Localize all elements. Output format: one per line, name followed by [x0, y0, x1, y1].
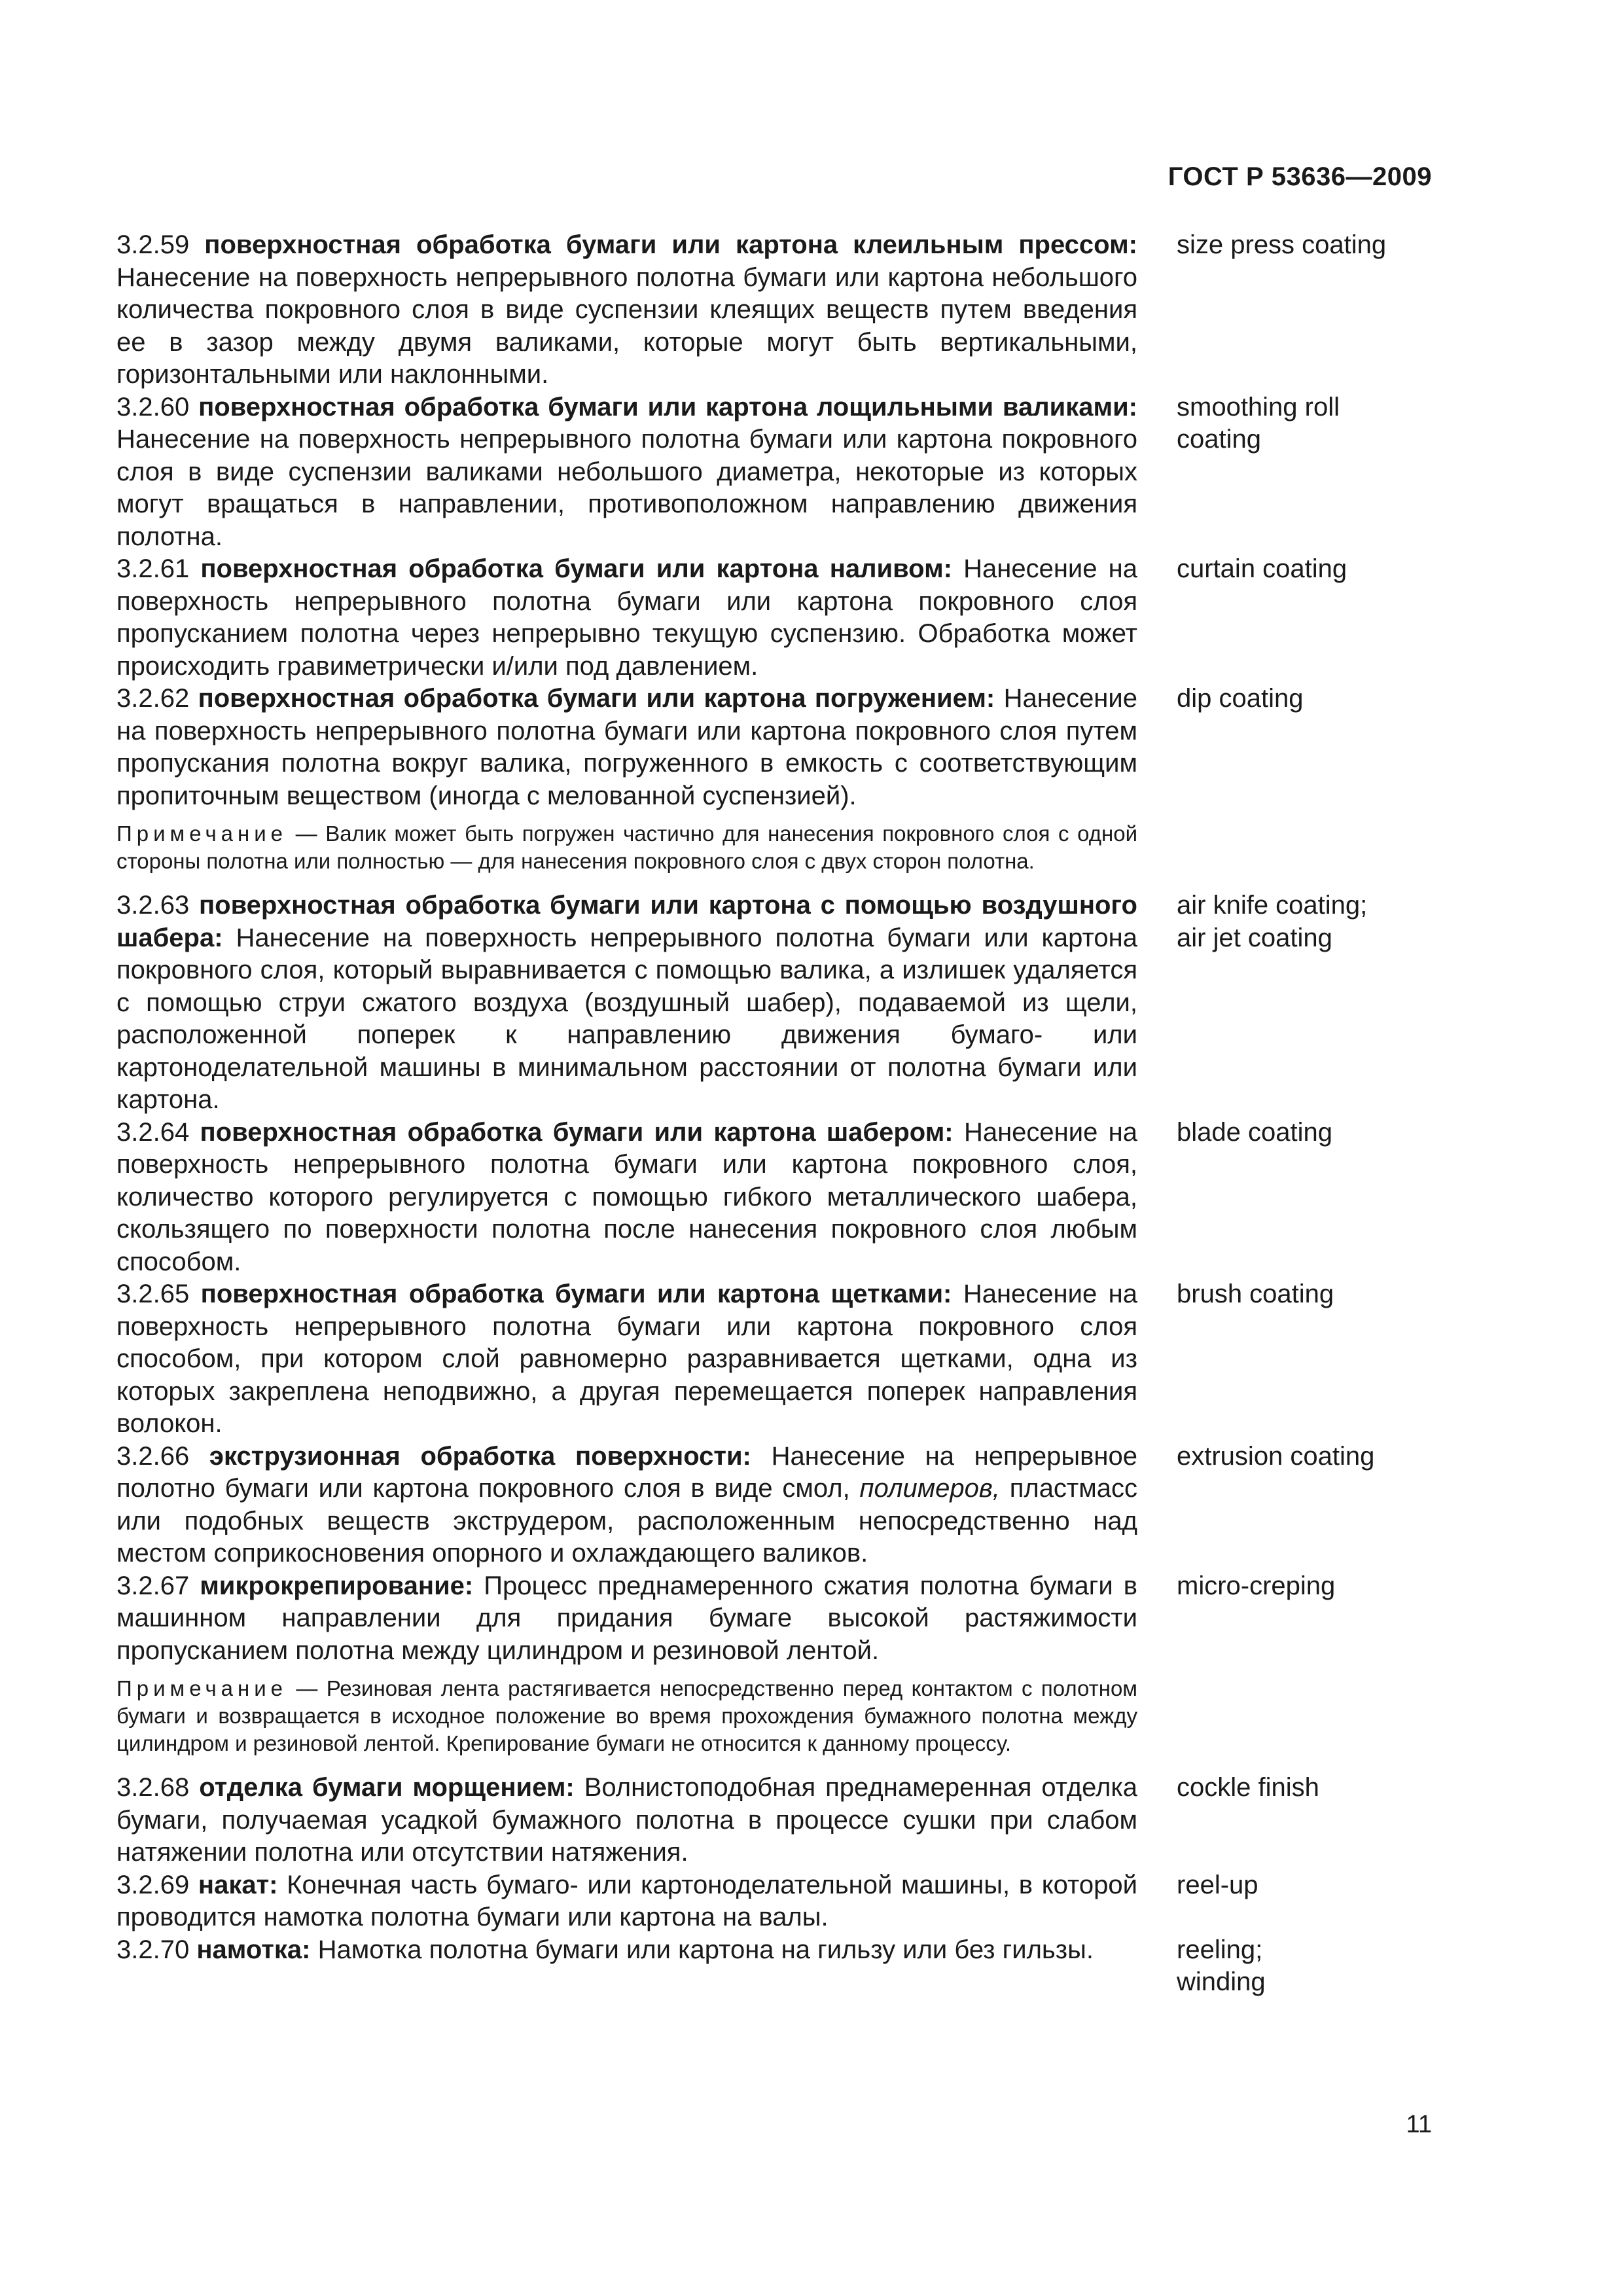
term-number: 3.2.69	[116, 1870, 190, 1899]
term-title: поверхностная обработка бумаги или картона наливом:	[200, 554, 952, 583]
english-equivalent: cockle finish	[1177, 1773, 1319, 1802]
term-text: Процесс преднамеренного сжатия полотна бумаги в машинном направлении для придания бумаге высокой растяжимости пропусканием полотна между цилиндром и резиновой лентой.	[116, 1571, 1137, 1665]
term-number: 3.2.61	[116, 554, 190, 583]
term-title: поверхностная обработка бумаги или картона клеильным прессом:	[204, 230, 1137, 259]
term-definition	[116, 1570, 1137, 1668]
english-equivalent: air knife coating; air jet coating	[1177, 891, 1368, 952]
note-label: Примечание	[116, 1676, 288, 1700]
term-text-italic: полимеров,	[859, 1474, 1000, 1503]
note-text: — Валик может быть погружен частично для нанесения покровного слоя с одной стороны полотна или полностью — для нанесения покровного слоя с двух сторон полотна.	[116, 821, 1138, 873]
term-entry-3-2-62	[116, 683, 1452, 812]
term-definition	[116, 1869, 1137, 1934]
standard-designation: ГОСТ Р 53636—2009	[1168, 162, 1432, 191]
english-equivalent: brush coating	[1177, 1280, 1334, 1308]
term-definition	[116, 1772, 1137, 1869]
term-definition	[116, 1278, 1137, 1441]
term-entry-3-2-68	[116, 1772, 1452, 1869]
term-text: Нанесение на поверхность непрерывного полотна бумаги или картона покровного слоя в виде суспензии валиками небольшого диаметра, некоторые из которых могут вращаться в направлении, противоположном направлению движения полотна.	[116, 425, 1137, 551]
term-number: 3.2.60	[116, 392, 190, 422]
term-title: поверхностная обработка бумаги или картона шабером:	[200, 1117, 954, 1147]
term-text: Нанесение на поверхность непрерывного полотна бумаги или картона небольшого количества покровного слоя в виде суспензии клеящих веществ путем введения ее в зазор между двумя валиками, которые могут быть вертикальными, горизонтальными или наклонными.	[116, 262, 1137, 389]
term-text: Нанесение на поверхность непрерывного полотна бумаги или картона покровного слоя пропусканием полотна через непрерывно текущую суспензию. Обработка может происходить гравиметрически и/или под давлением.	[116, 554, 1137, 681]
term-title: экструзионная обработка поверхности:	[209, 1441, 751, 1471]
term-text: Нанесение на поверхность непрерывного полотна бумаги или картона покровного слоя путем пропускания полотна вокруг валика, погруженного в емкость с соответствующим пропиточным веществом (иногда с мелованной суспензией).	[116, 684, 1137, 810]
term-entry-3-2-64	[116, 1117, 1452, 1279]
term-number: 3.2.64	[116, 1117, 190, 1147]
term-text: Нанесение на непрерывное полотно бумаги или картона покровного слоя в виде смол,	[116, 1441, 1137, 1503]
english-equivalent: reel-up	[1177, 1870, 1258, 1899]
english-equivalent: size press coating	[1177, 230, 1387, 259]
term-title: поверхностная обработка бумаги или картона погружением:	[198, 684, 995, 713]
term-entry-3-2-66	[116, 1441, 1452, 1570]
term-entry-3-2-63	[116, 889, 1452, 1117]
term-title: поверхностная обработка бумаги или картона с помощью воздушного шабера:	[116, 891, 1137, 952]
term-entry-3-2-60	[116, 391, 1452, 554]
term-number: 3.2.66	[116, 1441, 190, 1471]
term-definition	[116, 889, 1137, 1117]
term-text: Нанесение на поверхность непрерывного полотна бумаги или картона покровного слоя, количество которого регулируется с помощью гибкого металлического шабера, скользящего по поверхности полотна после нанесения покровного слоя любым способом.	[116, 1117, 1137, 1276]
term-text: Нанесение на поверхность непрерывного полотна бумаги или картона покровного слоя, который выравнивается с помощью валика, а излишек удаляется с помощью струи сжатого воздуха (воздушный шабер), подаваемой из щели, расположенной поперек к направлению движения бумаго- или картоноделательной машины в минимальном расстоянии от полотна бумаги или картона.	[116, 923, 1137, 1114]
terms-list	[116, 229, 1452, 1999]
term-title: поверхностная обработка бумаги или картона лощильными валиками:	[198, 392, 1137, 422]
term-number: 3.2.65	[116, 1280, 190, 1308]
english-equivalent: dip coating	[1177, 684, 1304, 713]
note-block	[116, 1675, 1137, 1757]
term-definition	[116, 683, 1137, 812]
page-number: 11	[1406, 2111, 1432, 2138]
english-equivalent: smoothing roll coating	[1177, 392, 1340, 454]
note-block	[116, 820, 1137, 875]
term-text: Намотка полотна бумаги или картона на гильзу или без гильзы.	[317, 1935, 1094, 1964]
note-text: — Резиновая лента растягивается непосредственно перед контактом с полотном бумаги и возвращается в исходное положение во время прохождения бумажного полотна между цилиндром и резиновой лентой. Крепирование бумаги не относится к данному процессу.	[116, 1676, 1137, 1755]
english-equivalent: reeling; winding	[1177, 1935, 1266, 1996]
term-number: 3.2.62	[116, 684, 190, 713]
term-definition	[116, 553, 1137, 683]
term-definition	[116, 391, 1137, 554]
note-label: Примечание	[116, 821, 288, 846]
english-equivalent: extrusion coating	[1177, 1441, 1375, 1471]
term-title: поверхностная обработка бумаги или картона щетками:	[200, 1280, 952, 1308]
term-title: намотка:	[196, 1935, 311, 1964]
english-equivalent: micro-creping	[1177, 1571, 1336, 1600]
term-entry-3-2-67	[116, 1570, 1452, 1668]
term-number: 3.2.68	[116, 1773, 190, 1802]
term-number: 3.2.59	[116, 230, 190, 259]
term-title: отделка бумаги морщением:	[199, 1773, 575, 1802]
english-equivalent: blade coating	[1177, 1117, 1332, 1147]
term-number: 3.2.63	[116, 891, 190, 920]
term-number: 3.2.70	[116, 1935, 190, 1964]
term-text: Конечная часть бумаго- или картоноделательной машины, в которой проводится намотка полотна бумаги или картона на валы.	[116, 1870, 1137, 1931]
english-equivalent: curtain coating	[1177, 554, 1347, 583]
term-definition	[116, 1441, 1137, 1570]
term-definition	[116, 229, 1137, 391]
term-definition	[116, 1934, 1137, 1967]
term-text: Волнистоподобная преднамеренная отделка бумаги, получаемая усадкой бумажного полотна в процессе сушки при слабом натяжении полотна или отсутствии натяжения.	[116, 1773, 1137, 1867]
term-text: Нанесение на поверхность непрерывного полотна бумаги или картона покровного слоя способом, при котором слой равномерно разравнивается щетками, одна из которых закреплена неподвижно, а другая перемещается поперек направления волокон.	[116, 1280, 1137, 1438]
term-entry-3-2-61	[116, 553, 1452, 683]
term-text: пластмасс или подобных веществ экструдером, расположенным непосредственно над местом соприкосновения опорного и охлаждающего валиков.	[116, 1474, 1137, 1568]
term-definition	[116, 1117, 1137, 1279]
term-entry-3-2-70	[116, 1934, 1452, 1999]
term-entry-3-2-65	[116, 1278, 1452, 1441]
term-entry-3-2-69	[116, 1869, 1452, 1934]
term-title: микрокрепирование:	[200, 1571, 474, 1600]
term-title: накат:	[198, 1870, 278, 1899]
term-number: 3.2.67	[116, 1571, 190, 1600]
term-entry-3-2-59	[116, 229, 1452, 391]
